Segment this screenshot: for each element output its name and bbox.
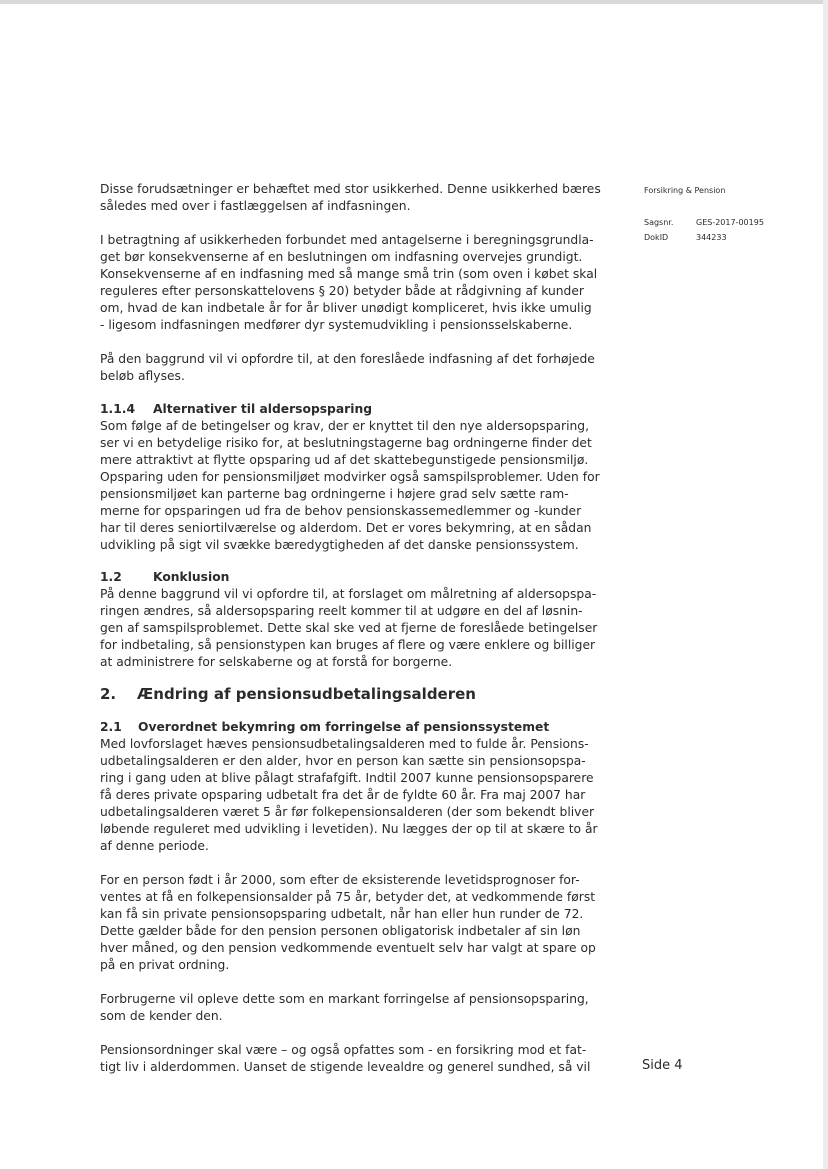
section-number: 1.1.4 xyxy=(100,402,136,416)
section-number: 2. xyxy=(100,685,117,703)
section-heading-2-1 xyxy=(100,719,600,736)
section-number: 1.2 xyxy=(100,570,122,584)
text-line: Med lovforslaget hæves pensionsudbetalingsalderen med to fulde år. Pensions- xyxy=(100,737,589,751)
section-title: Ændring af pensionsudbetalingsalderen xyxy=(137,685,476,703)
text-line: På den baggrund vil vi opfordre til, at den foreslåede indfasning af det forhøjede xyxy=(100,352,595,366)
section-number: 2.1 xyxy=(100,720,122,734)
paragraph-consumers xyxy=(100,991,600,1025)
document-metadata xyxy=(644,215,814,245)
text-line: hver måned, og den pension vedkommende eventuelt selv har valgt at spare op xyxy=(100,941,596,955)
page-right-edge xyxy=(823,0,828,1169)
text-line: For en person født i år 2000, som efter de eksisterende levetidsprognoser for- xyxy=(100,873,580,887)
doc-id-value: 344233 xyxy=(696,233,727,242)
text-line: Pensionsordninger skal være – og også opfattes som - en forsikring mod et fat- xyxy=(100,1043,587,1057)
text-line: som de kender den. xyxy=(100,1009,223,1023)
text-line: Som følge af de betingelser og krav, der er knyttet til den nye aldersopsparing, xyxy=(100,419,590,433)
text-line: Disse forudsætninger er behæftet med stor usikkerhed. Denne usikkerhed bæres xyxy=(100,182,601,196)
paragraph-uncertainty xyxy=(100,181,600,215)
text-line: På denne baggrund vil vi opfordre til, at forslaget om målretning af aldersopspa- xyxy=(100,587,597,601)
paragraph-example-2000 xyxy=(100,872,600,974)
section-heading-1-1-4 xyxy=(100,401,600,418)
case-number-value: GES-2017-00195 xyxy=(696,218,764,227)
case-number-row xyxy=(644,215,814,230)
text-line: af denne periode. xyxy=(100,839,209,853)
text-line: Dette gælder både for den pension personen obligatorisk indbetaler af sin løn xyxy=(100,924,581,938)
text-line: således med over i fastlæggelsen af indfasningen. xyxy=(100,199,411,213)
text-line: udbetalingsalderen været 5 år før folkepensionsalderen (der som bekendt bliver xyxy=(100,805,595,819)
paragraph-consequences xyxy=(100,232,600,334)
text-line: mere attraktivt at flytte opsparing ud af det skattebegunstigede pensionsmiljø. xyxy=(100,453,589,467)
company-name: Forsikring & Pension xyxy=(644,186,726,195)
text-line: for indbetaling, så pensionstypen kan bruges af flere og være enklere og billiger xyxy=(100,638,596,652)
text-line: ring i gang uden at blive pålagt strafafgift. Indtil 2007 kunne pensionsopsparere xyxy=(100,771,594,785)
page-top-edge xyxy=(0,0,828,4)
text-line: Forbrugerne vil opleve dette som en markant forringelse af pensionsopsparing, xyxy=(100,992,589,1006)
text-line: Opsparing uden for pensionsmiljøet modvirker også samspilsproblemer. Uden for xyxy=(100,470,600,484)
page-number: Side 4 xyxy=(642,1058,683,1073)
text-line: Konsekvenserne af en indfasning med så mange små trin (som oven i købet skal xyxy=(100,267,598,281)
section-title: Konklusion xyxy=(153,570,230,584)
text-line: reguleres efter personskattelovens § 20) betyder både at rådgivning af kunder xyxy=(100,284,584,298)
text-line: gen af samspilsproblemet. Dette skal ske ved at fjerne de foreslåede betingelser xyxy=(100,621,598,635)
text-line: at administrere for selskaberne og at forstå for borgerne. xyxy=(100,655,453,669)
text-line: har til deres seniortilværelse og alderdom. Det er vores bekymring, at en sådan xyxy=(100,521,592,535)
section-heading-2 xyxy=(100,685,600,703)
text-line: merne for opsparingen ud fra de behov pensionskassemedlemmer og -kunder xyxy=(100,504,582,518)
section-heading-1-2 xyxy=(100,569,600,586)
text-line: I betragtning af usikkerheden forbundet med antagelserne i beregningsgrundla- xyxy=(100,233,594,247)
text-line: pensionsmiljøet kan parterne bag ordningerne i højere grad selv sætte ram- xyxy=(100,487,569,501)
document-body xyxy=(100,181,600,1076)
text-line: - ligesom indfasningen medfører dyr systemudvikling i pensionsselskaberne. xyxy=(100,318,573,332)
text-line: få deres private opsparing udbetalt fra det år de fyldte 60 år. Fra maj 2007 har xyxy=(100,788,586,802)
text-line: udvikling på sigt vil svække bæredygtigheden af det danske pensionssystem. xyxy=(100,538,579,552)
text-line: ringen ændres, så aldersopsparing reelt kommer til at udgøre en del af løsnin- xyxy=(100,604,583,618)
paragraph-alternatives xyxy=(100,418,600,554)
text-line: tigt liv i alderdommen. Uanset de stigende levealdre og generel sundhed, så vil xyxy=(100,1060,591,1074)
text-line: get bør konsekvenserne af en beslutningen om indfasning overvejes grundigt. xyxy=(100,250,583,264)
text-line: på en privat ordning. xyxy=(100,958,230,972)
section-title: Alternativer til aldersopsparing xyxy=(153,402,372,416)
paragraph-conclusion xyxy=(100,586,600,671)
paragraph-payout-age xyxy=(100,736,600,855)
doc-id-label: DokID xyxy=(644,233,669,242)
section-title: Overordnet bekymring om forringelse af pensionssystemet xyxy=(138,720,550,734)
text-line: ventes at få en folkepensionsalder på 75 år, betyder det, at vedkommende først xyxy=(100,890,596,904)
text-line: kan få sin private pensionsopsparing udbetalt, når han eller hun runder de 72. xyxy=(100,907,584,921)
doc-id-row xyxy=(644,230,814,245)
case-number-label: Sagsnr. xyxy=(644,218,674,227)
text-line: ser vi en betydelige risiko for, at beslutningstagerne bag ordningerne finder det xyxy=(100,436,592,450)
text-line: løbende reguleret med udvikling i levetiden). Nu lægges der op til at skære to år xyxy=(100,822,598,836)
text-line: beløb aflyses. xyxy=(100,369,185,383)
text-line: udbetalingsalderen er den alder, hvor en person kan sætte sin pensionsopspa- xyxy=(100,754,586,768)
document-sidebar xyxy=(644,186,814,245)
text-line: om, hvad de kan indbetale år for år bliver unødigt kompliceret, hvis ikke umulig xyxy=(100,301,592,315)
paragraph-recommendation xyxy=(100,351,600,385)
paragraph-insurance xyxy=(100,1042,600,1076)
